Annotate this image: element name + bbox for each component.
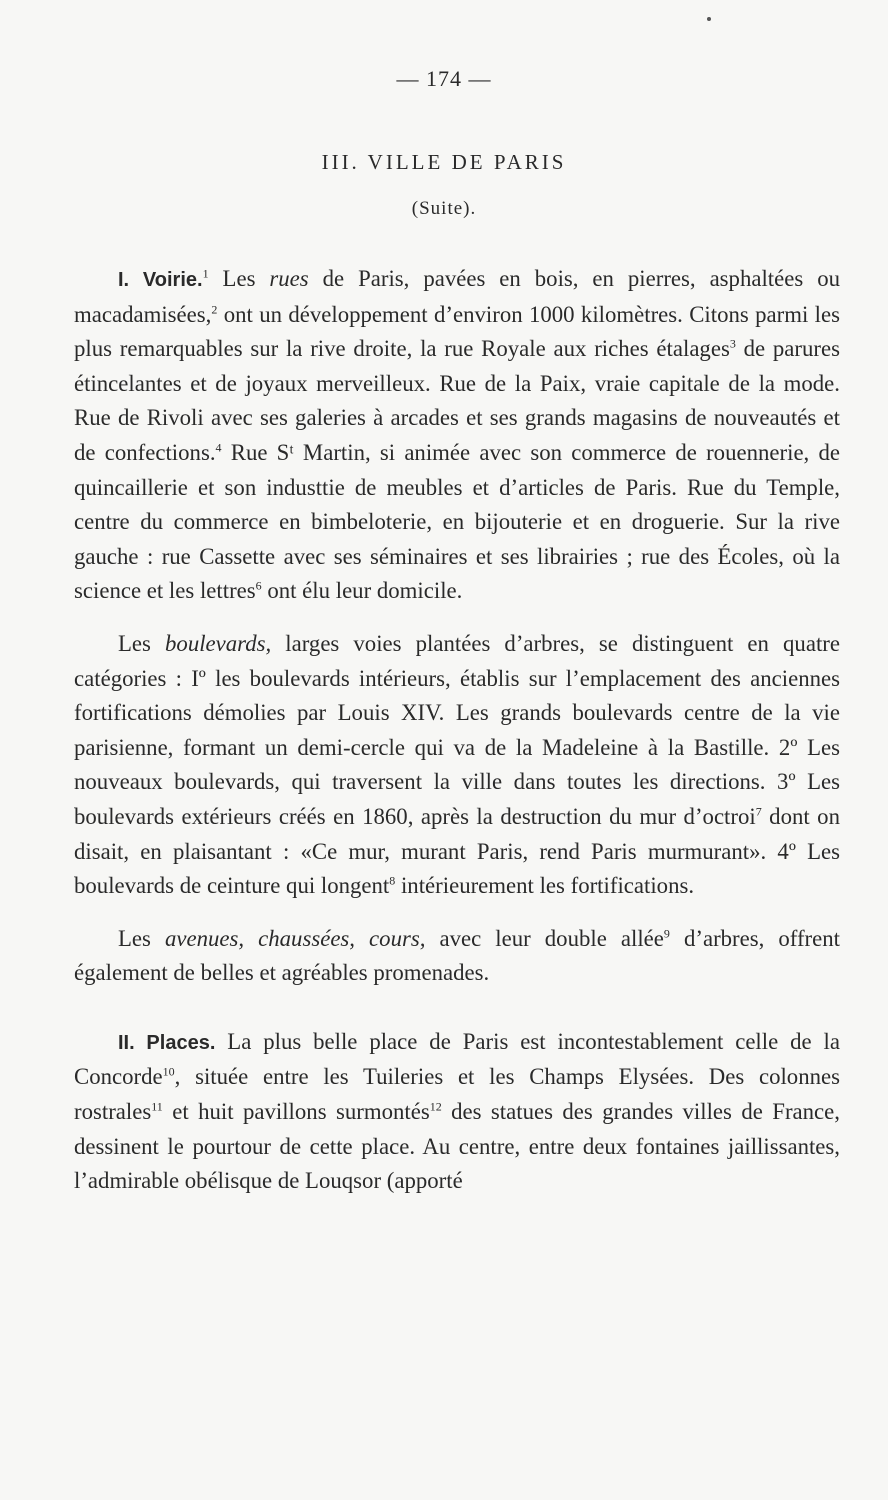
- paragraph-places: II. Places. La plus belle place de Paris est incontestablement celle de la Concorde$^{10}$, située entre les Tuileries et les Champs Elysées. Des colonnes rostrales$^{11}$ et huit pavillons surmontés$^{12}$ des statues des grandes villes de France, dessinent le pourtour de cette place. Au centre, entre deux fontaines jaillissantes, l’admirable obélisque de Louqsor (apporté: [74, 1028, 840, 1194]
- chapter-title: III. VILLE DE PARIS: [321, 150, 567, 174]
- term-rues: rues: [269, 266, 309, 291]
- term-avenues: avenues, chaussées, cours,: [164, 925, 426, 951]
- body-text: [74, 262, 840, 1199]
- footnote-marker: 6: [255, 578, 262, 593]
- page-number: — 174 —: [396, 66, 492, 91]
- footnote-marker: 2: [211, 302, 218, 316]
- footnote-marker: 1: [202, 266, 209, 281]
- footnote-marker: 8: [389, 873, 396, 888]
- term-boulevards: boulevards,: [165, 630, 272, 656]
- paragraph-avenues: Les avenues, chaussées, cours, avec leur double allée$^9$ d’arbres, offrent également de belles et agréables promenades.: [74, 925, 841, 986]
- footnote-marker: 11: [151, 1099, 163, 1114]
- chapter-subtitle: (Suite).: [411, 198, 477, 219]
- footnote-marker: 7: [755, 804, 762, 819]
- section-heading-voirie: I. Voirie.: [118, 269, 203, 291]
- footnote-marker: 10: [162, 1064, 175, 1079]
- paragraph-voirie: I. Voirie.$^1$ Les rues de Paris, pavées en bois, en pierres, asphaltées ou macadamisées,$^2$ ont un développement d’environ 1000 kilomètres. Citons parmi les plus remarquables sur la rive droite, la rue Royale aux riches étalages$^3$ de parures étincelantes et de joyaux merveilleux. Rue de la Paix, vraie capitale de la mode. Rue de Rivoli avec ses galeries à arcades et ses grands magasins de nouveautés et de confections.$^4$ Rue Sᵗ Martin, si animée avec son commerce de rouennerie, de quincaillerie et son industtie de meubles et d’articles de Paris. Rue du Temple, centre du commerce en bimbeloterie, en bijouterie et en droguerie. Sur la rive gauche : rue Cassette avec ses séminaires et ses librairies ; rue des Écoles, où la science et les lettres$^6$ ont élu leur domicile.: [74, 266, 840, 604]
- footnote-marker: 3: [729, 336, 736, 351]
- section-heading-places: II. Places.: [118, 1031, 216, 1054]
- footnote-marker: 12: [429, 1099, 442, 1114]
- footnote-marker: 9: [663, 926, 670, 941]
- print-speck: [707, 17, 711, 21]
- paragraph-boulevards: Les boulevards, larges voies plantées d’arbres, se distinguent en quatre catégories : Iº les boulevards intérieurs, établis sur l’emplacement des anciennes fortifications démolies par Louis XIV. Les grands boulevards centre de la vie parisienne, formant un demi-cercle qui va de la Madeleine à la Bastille. 2º Les nouveaux boulevards, qui traversent la ville dans toutes les directions. 3º Les boulevards extérieurs créés en 1860, après la destruction du mur d’octroi$^7$ dont on disait, en plaisantant : «Ce mur, murant Paris, rend Paris murmurant». 4º Les boulevards de ceinture qui longent$^8$ intérieurement les fortifications.: [74, 630, 840, 899]
- footnote-marker: 4: [215, 440, 222, 455]
